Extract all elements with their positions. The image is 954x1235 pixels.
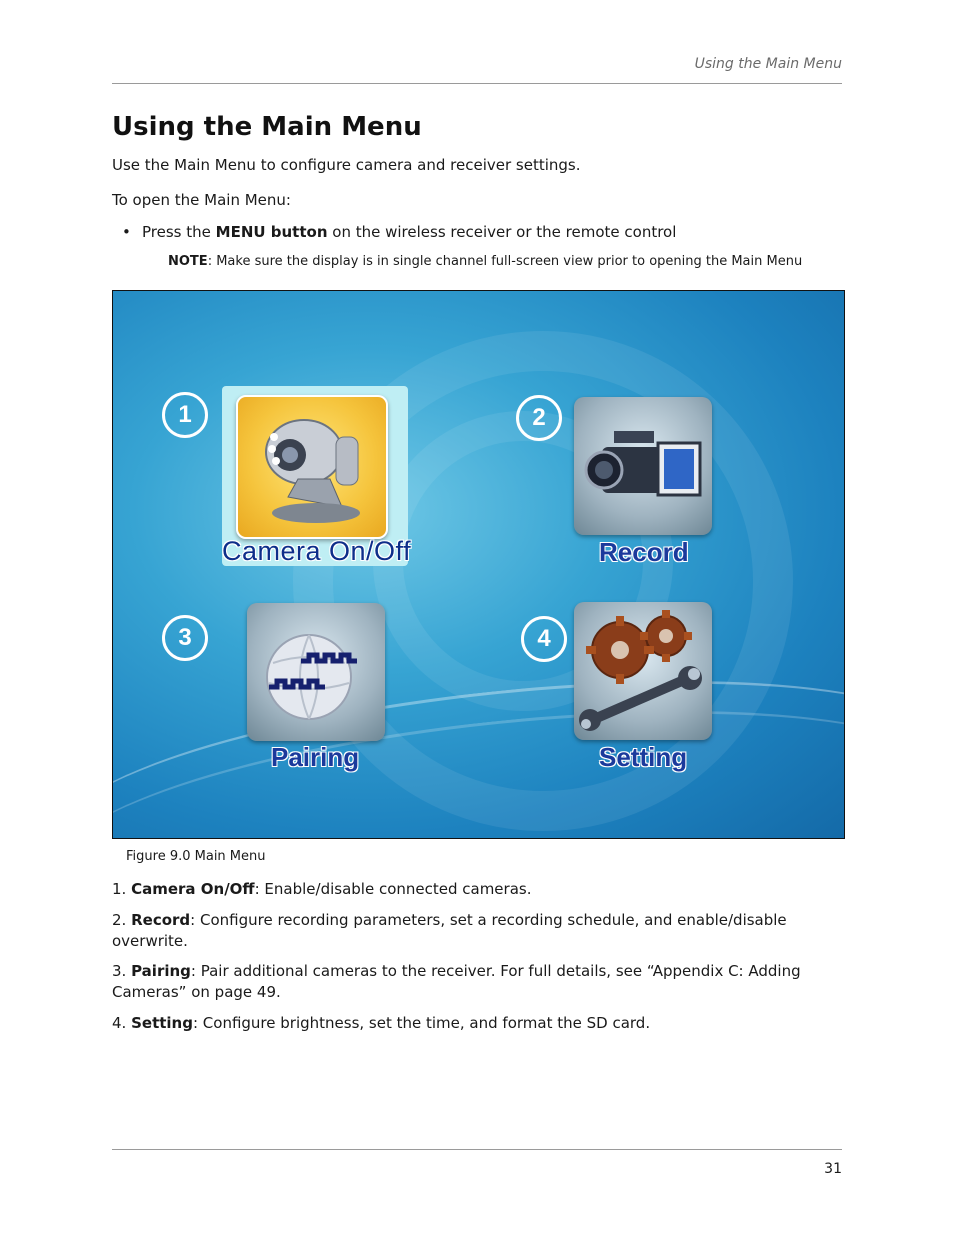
bullet-pre: Press the [142,223,216,241]
page-title: Using the Main Menu [112,112,422,142]
item-prefix: 4. [112,1014,132,1032]
note-label: NOTE [168,254,208,269]
main-menu-figure [112,290,845,839]
item-text: : Configure brightness, set the time, and format the SD card. [192,1014,651,1032]
camcorder-icon [574,397,712,535]
list-item-4 [112,1013,832,1034]
item-term: Pairing [131,962,191,980]
bullet-dot: • [122,223,131,241]
record-label: Record [599,537,689,567]
item-text: : Pair additional cameras to the receiver. For full details, see “Appendix C: Adding Cameras” on page 49. [112,962,801,1001]
list-item-2 [112,910,832,952]
item-prefix: 2. [112,911,132,929]
item-prefix: 3. [112,962,132,980]
record-tile[interactable] [574,397,712,535]
note-text: : Make sure the display is in single channel full-screen view prior to opening the Main Menu [207,254,803,269]
item-term: Setting [131,1014,193,1032]
bullet-bold: MENU button [215,223,328,241]
item-term: Record [131,911,191,929]
camera-tile[interactable] [236,395,388,539]
pairing-tile[interactable] [247,603,385,741]
running-header: Using the Main Menu [694,56,842,72]
pairing-label: Pairing [271,742,360,772]
bullet-post: on the wireless receiver or the remote control [327,223,677,241]
gears-wrench-icon [574,602,712,740]
item-term: Camera On/Off [131,880,255,898]
note [168,253,802,271]
list-item-3 [112,961,832,1003]
open-heading: To open the Main Menu: [112,191,291,209]
instruction-bullet [122,222,676,243]
setting-label: Setting [599,742,688,772]
callout-number-1: 1 [162,392,208,438]
callout-number-4: 4 [521,616,567,662]
globe-signal-icon [247,603,385,741]
intro-paragraph: Use the Main Menu to configure camera and receiver settings. [112,156,581,174]
header-rule [112,83,842,84]
item-prefix: 1. [112,880,132,898]
figure-caption: Figure 9.0 Main Menu [126,849,266,864]
callout-number-2: 2 [516,395,562,441]
page-number: 31 [824,1161,842,1177]
item-text: : Enable/disable connected cameras. [254,880,532,898]
camera-label: Camera On/Off [222,536,412,566]
list-item-1 [112,879,832,900]
setting-tile[interactable] [574,602,712,740]
item-text: : Configure recording parameters, set a recording schedule, and enable/disable overwrite. [112,911,787,950]
webcam-icon [238,397,386,537]
callout-number-3: 3 [162,615,208,661]
footer-rule [112,1149,842,1150]
